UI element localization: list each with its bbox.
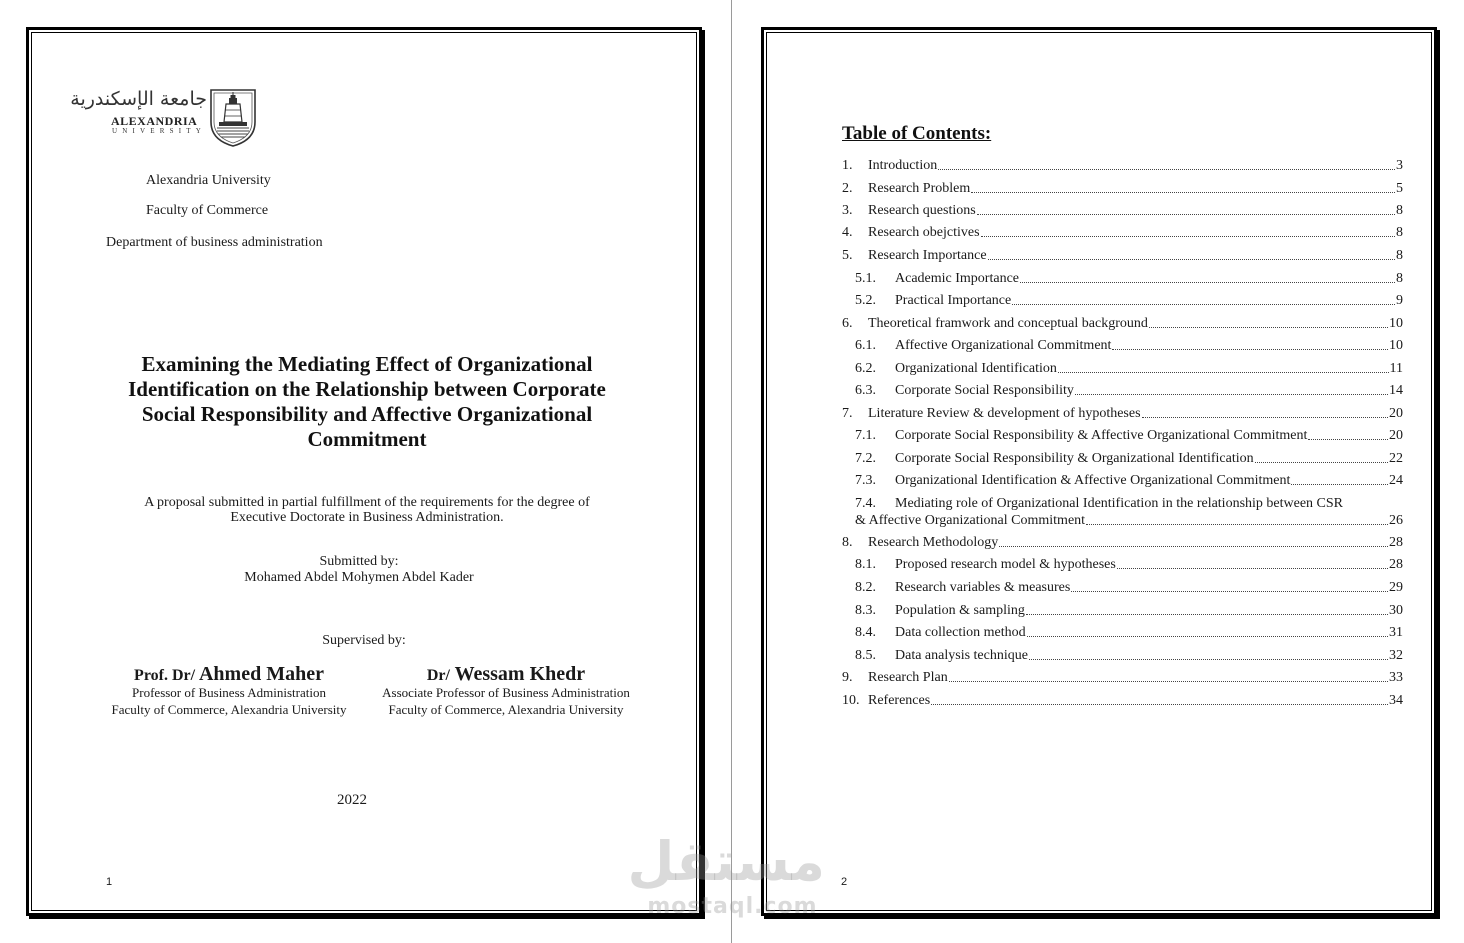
submitted-name: Mohamed Abdel Mohymen Abdel Kader (244, 570, 474, 585)
toc-entry-number: 7.1. (855, 428, 876, 443)
toc-entry-label: Population & sampling (895, 603, 1025, 618)
toc-leader-dots (931, 693, 1388, 705)
toc-leader-dots (1255, 451, 1388, 463)
toc-entry-label: Research Plan (868, 670, 948, 685)
supervisor-name-text: Wessam Khedr (454, 663, 586, 685)
supervisor-affiliation: Faculty of Commerce, Alexandria University (111, 702, 347, 717)
toc-entry-page: 9 (1396, 293, 1403, 308)
title-line: Commitment (307, 427, 427, 451)
toc-entry-label: Research Importance (868, 248, 987, 263)
toc-entry-number: 8.2. (855, 580, 876, 595)
toc-leader-dots (1291, 473, 1388, 485)
toc-leader-dots (1117, 557, 1388, 569)
supervised-label: Supervised by: (322, 633, 406, 648)
toc-entry-number: 5. (842, 248, 853, 263)
toc-entry[interactable] (842, 428, 1403, 446)
toc-entry-number: 2. (842, 181, 853, 196)
toc-entry[interactable] (842, 361, 1403, 379)
logo-subtitle: UNIVERSITY (112, 127, 206, 135)
toc-entry[interactable] (842, 580, 1403, 598)
toc-entry[interactable] (842, 271, 1403, 289)
thesis-title (109, 352, 625, 452)
toc-leader-dots (1086, 513, 1388, 525)
proposal-statement (89, 495, 645, 525)
toc-leader-dots (1029, 648, 1388, 660)
toc-entry-number: 7. (842, 406, 853, 421)
submitted-label: Submitted by: (319, 554, 399, 569)
toc-entry-number: 6.2. (855, 361, 876, 376)
toc-leader-dots (1308, 428, 1388, 440)
toc-entry-number: 8.5. (855, 648, 876, 663)
supervisor-position: Professor of Business Administration (132, 685, 326, 700)
toc-entry-label: Introduction (868, 158, 938, 173)
toc-leader-dots (1027, 625, 1388, 637)
department-name: Department of business administration (106, 235, 323, 250)
toc-entry[interactable] (842, 693, 1403, 711)
toc-entry-page: 30 (1389, 603, 1403, 618)
toc-leader-dots (981, 225, 1395, 237)
toc-entry-page: 24 (1389, 473, 1403, 488)
toc-entry-label: Organizational Identification & Affective Organizational Commitment (895, 473, 1291, 488)
toc-entry[interactable] (842, 203, 1403, 221)
toc-entry-label: Corporate Social Responsibility & Affective Organizational Commitment (895, 428, 1308, 443)
supervisor-prefix: Prof. Dr/ (134, 667, 196, 684)
toc-entry-label: Affective Organizational Commitment (895, 338, 1112, 353)
toc-entry-label: Practical Importance (895, 293, 1012, 308)
toc-entry-label: Research Methodology (868, 535, 999, 550)
toc-entry-number: 1. (842, 158, 853, 173)
toc-entry[interactable] (842, 473, 1403, 491)
toc-entry[interactable] (842, 158, 1403, 176)
logo-arabic-text: جامعة الإسكندرية (70, 88, 207, 110)
toc-entry-number: 6. (842, 316, 853, 331)
toc-page (761, 27, 1437, 916)
toc-entry-number: 6.3. (855, 383, 876, 398)
toc-entry-number: 8. (842, 535, 853, 550)
lighthouse-shield-icon (209, 88, 257, 148)
toc-entry-label: Research questions (868, 203, 976, 218)
toc-entry-label: Research Problem (868, 181, 971, 196)
toc-entry-number: 7.2. (855, 451, 876, 466)
proposal-line: Executive Doctorate in Business Administration. (230, 510, 504, 525)
toc-leader-dots (1020, 271, 1395, 283)
toc-entry-number: 6.1. (855, 338, 876, 353)
toc-entry[interactable] (842, 293, 1403, 311)
toc-entry-number: 5.1. (855, 271, 876, 286)
toc-entry-label: Organizational Identification (895, 361, 1057, 376)
toc-entry-page: 31 (1389, 625, 1403, 640)
toc-entry-page: 8 (1396, 271, 1403, 286)
toc-entry[interactable] (842, 670, 1403, 688)
supervisor-position: Associate Professor of Business Administration (382, 685, 630, 700)
toc-entry[interactable] (842, 625, 1403, 643)
proposal-line: A proposal submitted in partial fulfillment of the requirements for the degree of (144, 495, 590, 510)
toc-entry[interactable] (842, 248, 1403, 266)
toc-entry-page: 11 (1389, 361, 1403, 376)
toc-entry-number: 4. (842, 225, 853, 240)
toc-leader-dots (1058, 361, 1389, 373)
toc-entry[interactable] (842, 406, 1403, 424)
toc-entry[interactable] (842, 225, 1403, 243)
toc-entry-label: Corporate Social Responsibility (895, 383, 1074, 398)
toc-entry-page: 14 (1389, 383, 1403, 398)
supervisor-name (361, 663, 651, 685)
toc-entry-label: Proposed research model & hypotheses (895, 557, 1116, 572)
toc-entry-label: Literature Review & development of hypotheses (868, 406, 1141, 421)
toc-entry-page: 8 (1396, 203, 1403, 218)
page-number: 2 (841, 876, 848, 888)
toc-entry-label: Theoretical framwork and conceptual background (868, 316, 1148, 331)
toc-entry-label: References (868, 693, 931, 708)
toc-entry-number: 9. (842, 670, 853, 685)
toc-leader-dots (938, 158, 1395, 170)
toc-entry-number: 8.4. (855, 625, 876, 640)
toc-entry-label: Corporate Social Responsibility & Organizational Identification (895, 451, 1254, 466)
university-logo (70, 86, 261, 152)
toc-leader-dots (988, 248, 1395, 260)
toc-entry-page: 22 (1389, 451, 1403, 466)
toc-entry-label: Research variables & measures (895, 580, 1071, 595)
title-line: Examining the Mediating Effect of Organizational (141, 352, 593, 376)
toc-entry-page: 28 (1389, 557, 1403, 572)
supervisor-affiliation: Faculty of Commerce, Alexandria University (388, 702, 624, 717)
toc-entry[interactable] (842, 557, 1403, 575)
toc-entry-page: 8 (1396, 248, 1403, 263)
toc-entry-page: 28 (1389, 535, 1403, 550)
toc-entry-number: 8.1. (855, 557, 876, 572)
page-inner-border (31, 32, 697, 911)
toc-leader-dots (1142, 406, 1388, 418)
toc-entry-page: 34 (1389, 693, 1403, 708)
toc-leader-dots (1112, 338, 1388, 350)
toc-leader-dots (1075, 383, 1388, 395)
watermark-arabic: مستقل (627, 830, 825, 893)
toc-leader-dots (1026, 603, 1388, 615)
toc-leader-dots (949, 670, 1388, 682)
submitted-block (159, 554, 559, 586)
toc-leader-dots (1012, 293, 1395, 305)
page-separator (731, 0, 732, 943)
toc-entry-page: 3 (1396, 158, 1403, 173)
toc-entry-page: 29 (1389, 580, 1403, 595)
title-line: Identification on the Relationship between Corporate (128, 377, 606, 401)
logo-english-text: ALEXANDRIA (111, 114, 198, 128)
toc-leader-dots (1071, 580, 1388, 592)
toc-entry-label-continued: & Affective Organizational Commitment (855, 513, 1086, 528)
toc-entry[interactable] (842, 603, 1403, 621)
toc-entry-number: 5.2. (855, 293, 876, 308)
toc-title: Table of Contents: (842, 123, 992, 144)
toc-entry-page: 33 (1389, 670, 1403, 685)
toc-leader-dots (999, 535, 1388, 547)
toc-entry-page: 8 (1396, 225, 1403, 240)
toc-entry-page: 20 (1389, 428, 1403, 443)
toc-entry-number: 7.4. (855, 496, 876, 511)
toc-entry-label: Data analysis technique (895, 648, 1028, 663)
title-line: Social Responsibility and Affective Organizational (141, 402, 593, 426)
supervisor-name-text: Ahmed Maher (198, 663, 324, 685)
cover-page (26, 27, 702, 916)
toc-leader-dots (971, 181, 1395, 193)
watermark-latin: mostaql.com (647, 894, 818, 919)
toc-entry[interactable] (855, 496, 1403, 529)
toc-entry[interactable] (842, 181, 1403, 199)
supervisor-1 (99, 663, 359, 718)
supervisor-prefix: Dr/ (426, 667, 450, 684)
toc-leader-dots (1149, 316, 1388, 328)
toc-entry-number: 3. (842, 203, 853, 218)
toc-entry-label: Academic Importance (895, 271, 1019, 286)
university-name: Alexandria University (146, 173, 271, 188)
toc-leader-dots (977, 203, 1395, 215)
supervisor-name (99, 663, 359, 685)
toc-entry-page: 26 (1389, 513, 1403, 528)
toc-entry[interactable] (842, 383, 1403, 401)
toc-entry-number: 10. (842, 693, 860, 708)
toc-entry[interactable] (842, 338, 1403, 356)
toc-entry-page: 10 (1389, 338, 1403, 353)
toc-entry[interactable] (842, 316, 1403, 334)
faculty-name: Faculty of Commerce (146, 203, 269, 218)
toc-entry-page: 32 (1389, 648, 1403, 663)
page-number: 1 (106, 876, 113, 888)
toc-entry-label: Research obejctives (868, 225, 980, 240)
toc-entry-number: 7.3. (855, 473, 876, 488)
year: 2022 (337, 792, 367, 808)
toc-entry[interactable] (842, 535, 1403, 553)
toc-entry-page: 5 (1396, 181, 1403, 196)
toc-entry-page: 20 (1389, 406, 1403, 421)
toc-entry-number: 8.3. (855, 603, 876, 618)
toc-entry-label: Data collection method (895, 625, 1026, 640)
toc-entry[interactable] (842, 648, 1403, 666)
toc-entry-page: 10 (1389, 316, 1403, 331)
supervisor-2 (361, 663, 651, 718)
toc-entry-label: Mediating role of Organizational Identification in the relationship between CSR (895, 496, 1344, 511)
toc-entry[interactable] (842, 451, 1403, 469)
